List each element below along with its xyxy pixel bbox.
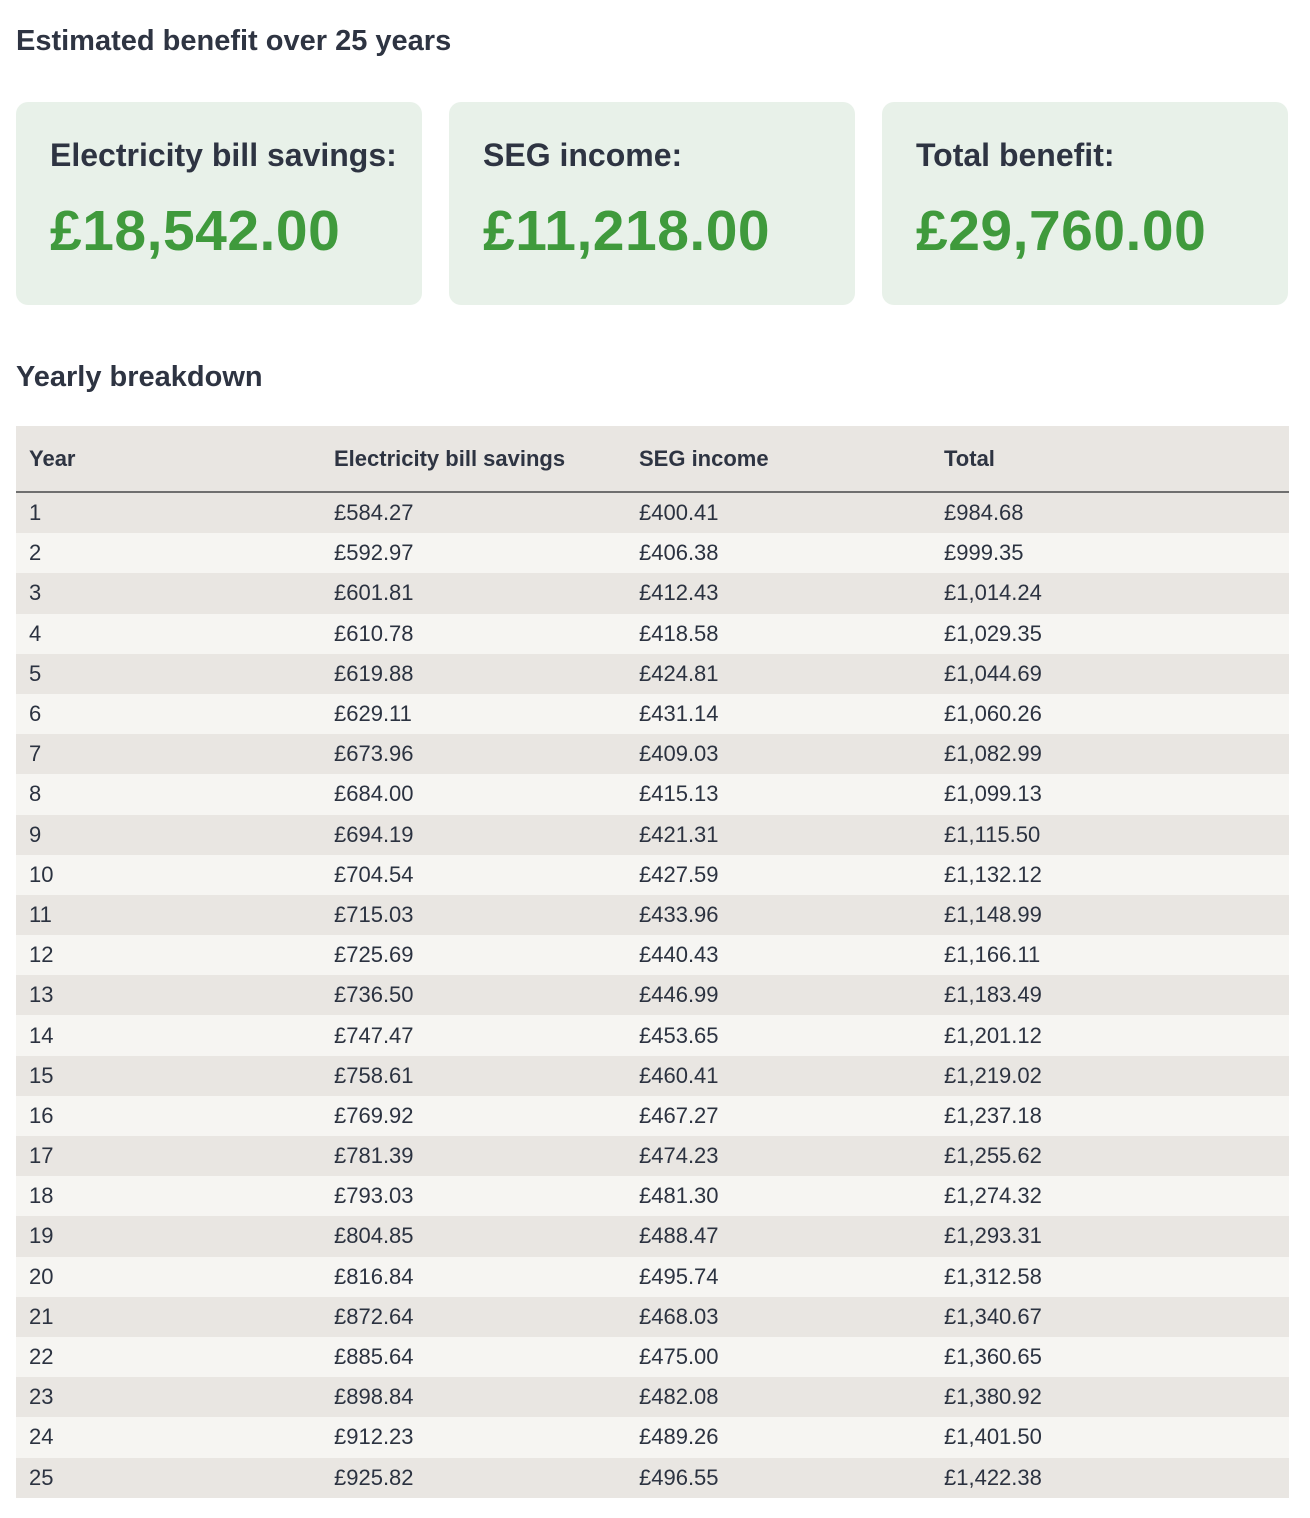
- total-cell: £1,044.69: [931, 654, 1289, 694]
- table-row: [16, 855, 1289, 895]
- column-header-total: Total: [931, 426, 1289, 492]
- electricity-savings-cell: £804.85: [321, 1216, 626, 1256]
- seg-income-cell: £433.96: [626, 895, 931, 935]
- table-row: [16, 975, 1289, 1015]
- seg-income-cell: £421.31: [626, 815, 931, 855]
- table-row: [16, 1377, 1289, 1417]
- table-row: [16, 1015, 1289, 1055]
- year-cell: 16: [16, 1096, 321, 1136]
- table-row: [16, 935, 1289, 975]
- year-cell: 1: [16, 492, 321, 533]
- table-row: [16, 815, 1289, 855]
- total-cell: £1,219.02: [931, 1056, 1289, 1096]
- total-cell: £1,422.38: [931, 1458, 1289, 1498]
- year-cell: 6: [16, 694, 321, 734]
- year-cell: 17: [16, 1136, 321, 1176]
- total-cell: £1,255.62: [931, 1136, 1289, 1176]
- total-cell: £1,380.92: [931, 1377, 1289, 1417]
- total-cell: £1,148.99: [931, 895, 1289, 935]
- column-header-electricity-savings: Electricity bill savings: [321, 426, 626, 492]
- electricity-savings-cell: £584.27: [321, 492, 626, 533]
- total-cell: £1,237.18: [931, 1096, 1289, 1136]
- year-cell: 14: [16, 1015, 321, 1055]
- table-row: [16, 1136, 1289, 1176]
- seg-income-cell: £409.03: [626, 734, 931, 774]
- electricity-savings-cell: £736.50: [321, 975, 626, 1015]
- electricity-savings-card: [16, 102, 422, 305]
- electricity-savings-cell: £715.03: [321, 895, 626, 935]
- yearly-breakdown-table: [16, 426, 1289, 1498]
- electricity-savings-cell: £592.97: [321, 533, 626, 573]
- seg-income-cell: £415.13: [626, 774, 931, 814]
- table-row: [16, 694, 1289, 734]
- year-cell: 23: [16, 1377, 321, 1417]
- electricity-savings-cell: £898.84: [321, 1377, 626, 1417]
- electricity-savings-cell: £673.96: [321, 734, 626, 774]
- seg-income-cell: £453.65: [626, 1015, 931, 1055]
- total-benefit-label: Total benefit:: [916, 137, 1115, 173]
- year-cell: 15: [16, 1056, 321, 1096]
- total-cell: £1,029.35: [931, 614, 1289, 654]
- year-cell: 8: [16, 774, 321, 814]
- year-cell: 21: [16, 1297, 321, 1337]
- total-cell: £1,183.49: [931, 975, 1289, 1015]
- year-cell: 9: [16, 815, 321, 855]
- total-cell: £1,401.50: [931, 1417, 1289, 1457]
- electricity-savings-cell: £725.69: [321, 935, 626, 975]
- seg-income-cell: £418.58: [626, 614, 931, 654]
- table-row: [16, 573, 1289, 613]
- seg-income-cell: £400.41: [626, 492, 931, 533]
- electricity-savings-cell: £781.39: [321, 1136, 626, 1176]
- seg-income-cell: £474.23: [626, 1136, 931, 1176]
- electricity-savings-cell: £872.64: [321, 1297, 626, 1337]
- year-cell: 25: [16, 1458, 321, 1498]
- electricity-savings-cell: £629.11: [321, 694, 626, 734]
- total-cell: £1,014.24: [931, 573, 1289, 613]
- electricity-savings-cell: £601.81: [321, 573, 626, 613]
- table-row: [16, 1056, 1289, 1096]
- summary-cards: [16, 102, 1288, 305]
- electricity-savings-cell: £747.47: [321, 1015, 626, 1055]
- seg-income-cell: £460.41: [626, 1056, 931, 1096]
- seg-income-value: £11,218.00: [483, 199, 771, 263]
- seg-income-card: [449, 102, 855, 305]
- seg-income-cell: £446.99: [626, 975, 931, 1015]
- year-cell: 7: [16, 734, 321, 774]
- table-row: [16, 1096, 1289, 1136]
- seg-income-cell: £440.43: [626, 935, 931, 975]
- seg-income-label: SEG income:: [483, 137, 683, 173]
- table-row: [16, 895, 1289, 935]
- year-cell: 11: [16, 895, 321, 935]
- table-row: [16, 1176, 1289, 1216]
- electricity-savings-cell: £610.78: [321, 614, 626, 654]
- electricity-savings-cell: £793.03: [321, 1176, 626, 1216]
- seg-income-cell: £488.47: [626, 1216, 931, 1256]
- seg-income-cell: £489.26: [626, 1417, 931, 1457]
- table-row: [16, 1216, 1289, 1256]
- table-row: [16, 1297, 1289, 1337]
- seg-income-cell: £496.55: [626, 1458, 931, 1498]
- total-cell: £1,166.11: [931, 935, 1289, 975]
- year-cell: 24: [16, 1417, 321, 1457]
- table-row: [16, 734, 1289, 774]
- table-row: [16, 492, 1289, 533]
- electricity-savings-cell: £704.54: [321, 855, 626, 895]
- electricity-savings-cell: £758.61: [321, 1056, 626, 1096]
- total-cell: £1,312.58: [931, 1257, 1289, 1297]
- seg-income-cell: £475.00: [626, 1337, 931, 1377]
- seg-income-cell: £482.08: [626, 1377, 931, 1417]
- total-cell: £1,115.50: [931, 815, 1289, 855]
- year-cell: 19: [16, 1216, 321, 1256]
- electricity-savings-value: £18,542.00: [50, 199, 341, 263]
- electricity-savings-cell: £619.88: [321, 654, 626, 694]
- electricity-savings-cell: £885.64: [321, 1337, 626, 1377]
- total-cell: £1,201.12: [931, 1015, 1289, 1055]
- year-cell: 22: [16, 1337, 321, 1377]
- column-header-seg-income: SEG income: [626, 426, 931, 492]
- year-cell: 18: [16, 1176, 321, 1216]
- year-cell: 3: [16, 573, 321, 613]
- seg-income-cell: £427.59: [626, 855, 931, 895]
- table-row: [16, 533, 1289, 573]
- year-cell: 4: [16, 614, 321, 654]
- table-row: [16, 1337, 1289, 1377]
- table-body: [16, 492, 1289, 1498]
- total-cell: £1,274.32: [931, 1176, 1289, 1216]
- seg-income-cell: £412.43: [626, 573, 931, 613]
- total-benefit-value: £29,760.00: [916, 199, 1207, 263]
- total-cell: £1,099.13: [931, 774, 1289, 814]
- year-cell: 13: [16, 975, 321, 1015]
- seg-income-cell: £406.38: [626, 533, 931, 573]
- year-cell: 5: [16, 654, 321, 694]
- total-cell: £1,082.99: [931, 734, 1289, 774]
- table-row: [16, 614, 1289, 654]
- seg-income-cell: £495.74: [626, 1257, 931, 1297]
- table-header-row: [16, 426, 1289, 492]
- seg-income-cell: £467.27: [626, 1096, 931, 1136]
- table-row: [16, 774, 1289, 814]
- table-row: [16, 654, 1289, 694]
- table-row: [16, 1458, 1289, 1498]
- total-cell: £1,293.31: [931, 1216, 1289, 1256]
- year-cell: 20: [16, 1257, 321, 1297]
- total-cell: £1,340.67: [931, 1297, 1289, 1337]
- year-cell: 2: [16, 533, 321, 573]
- electricity-savings-cell: £694.19: [321, 815, 626, 855]
- seg-income-cell: £424.81: [626, 654, 931, 694]
- total-cell: £1,360.65: [931, 1337, 1289, 1377]
- table-row: [16, 1257, 1289, 1297]
- yearly-breakdown-title: Yearly breakdown: [16, 361, 263, 393]
- electricity-savings-cell: £684.00: [321, 774, 626, 814]
- column-header-year: Year: [16, 426, 321, 492]
- year-cell: 10: [16, 855, 321, 895]
- total-benefit-card: [882, 102, 1288, 305]
- seg-income-cell: £431.14: [626, 694, 931, 734]
- electricity-savings-cell: £925.82: [321, 1458, 626, 1498]
- seg-income-cell: £468.03: [626, 1297, 931, 1337]
- total-cell: £984.68: [931, 492, 1289, 533]
- total-cell: £1,060.26: [931, 694, 1289, 734]
- year-cell: 12: [16, 935, 321, 975]
- page-title: Estimated benefit over 25 years: [16, 25, 452, 57]
- electricity-savings-label: Electricity bill savings:: [50, 137, 397, 173]
- seg-income-cell: £481.30: [626, 1176, 931, 1216]
- total-cell: £999.35: [931, 533, 1289, 573]
- electricity-savings-cell: £912.23: [321, 1417, 626, 1457]
- electricity-savings-cell: £769.92: [321, 1096, 626, 1136]
- table-row: [16, 1417, 1289, 1457]
- total-cell: £1,132.12: [931, 855, 1289, 895]
- electricity-savings-cell: £816.84: [321, 1257, 626, 1297]
